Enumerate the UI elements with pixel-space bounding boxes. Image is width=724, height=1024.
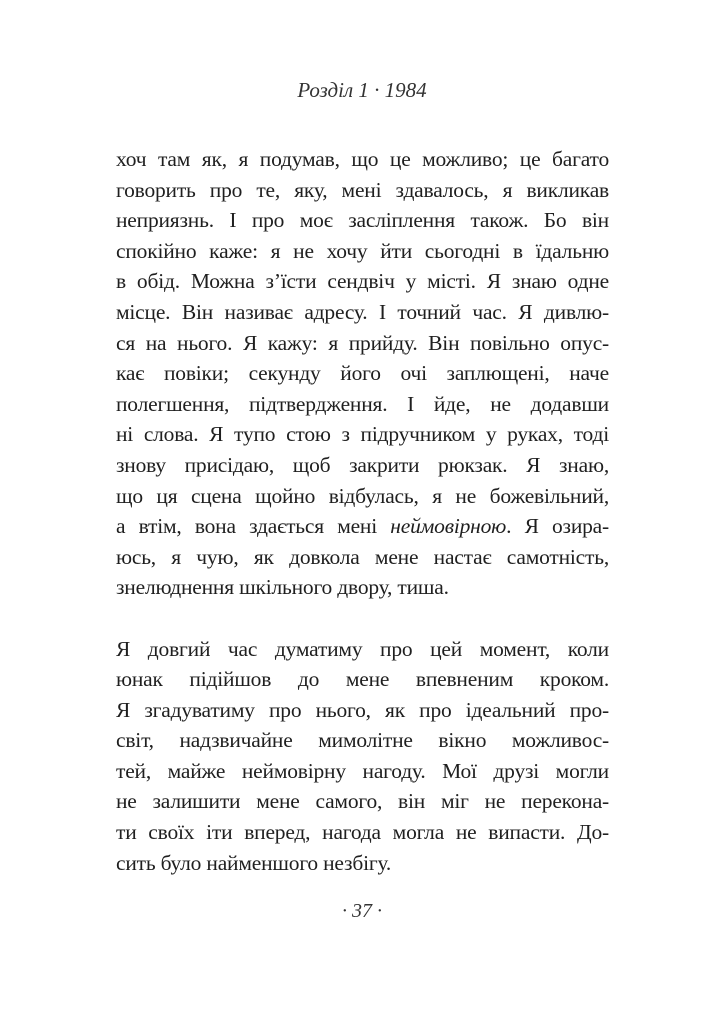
paragraph-gap bbox=[116, 603, 609, 634]
text-line bbox=[116, 725, 609, 756]
text-segment: юнак підійшов до мене впевненим кроком. bbox=[116, 667, 609, 692]
text-segment: ся на нього. Я кажу: я прийду. Він повільно опус- bbox=[116, 330, 609, 355]
text-segment: світ, надзвичайне мимолітне вікно можливос- bbox=[116, 728, 609, 753]
text-line bbox=[116, 481, 609, 512]
text-line bbox=[116, 572, 609, 603]
text-line bbox=[116, 389, 609, 420]
text-line bbox=[116, 205, 609, 236]
text-line bbox=[116, 236, 609, 267]
text-line bbox=[116, 664, 609, 695]
text-segment: ні слова. Я тупо стою з підручником у руках, тоді bbox=[116, 422, 609, 447]
text-line bbox=[116, 848, 609, 879]
text-line bbox=[116, 450, 609, 481]
text-line bbox=[116, 786, 609, 817]
text-segment: знову присідаю, щоб закрити рюкзак. Я знаю, bbox=[116, 452, 609, 477]
text-line bbox=[116, 297, 609, 328]
text-line bbox=[116, 328, 609, 359]
emphasized-text: неймовірною bbox=[390, 514, 507, 539]
text-line bbox=[116, 175, 609, 206]
paragraph bbox=[116, 144, 609, 603]
text-segment: а втім, вона здається мені bbox=[116, 514, 391, 539]
text-segment: неприязнь. І про моє засліплення також. Бо він bbox=[116, 208, 609, 233]
text-line bbox=[116, 756, 609, 787]
text-segment: тей, майже неймовірну нагоду. Мої друзі могли bbox=[116, 758, 609, 783]
paragraph bbox=[116, 634, 609, 879]
text-segment: спокійно каже: я не хочу йти сьогодні в їдальню bbox=[116, 238, 609, 263]
text-segment: кає повіки; секунду його очі заплющені, наче bbox=[116, 361, 609, 386]
text-segment: . Я озира- bbox=[506, 514, 609, 539]
text-segment: Я довгий час думатиму про цей момент, коли bbox=[116, 636, 609, 661]
text-segment: місце. Він називає адресу. І точний час. Я дивлю- bbox=[116, 299, 609, 324]
text-line bbox=[116, 542, 609, 573]
text-segment: в обід. Можна з’їсти сендвіч у місті. Я знаю одне bbox=[116, 269, 609, 294]
text-line bbox=[116, 144, 609, 175]
text-line bbox=[116, 266, 609, 297]
text-line bbox=[116, 634, 609, 665]
text-segment: ти своїх іти вперед, нагода могла не випасти. До- bbox=[116, 820, 609, 845]
text-line bbox=[116, 817, 609, 848]
text-segment: сить було найменшого незбігу. bbox=[116, 850, 392, 875]
text-segment: полегшення, підтвердження. І йде, не додавши bbox=[116, 391, 609, 416]
page-number: · 37 · bbox=[342, 900, 382, 922]
text-segment: хоч там як, я подумав, що це можливо; це багато bbox=[116, 147, 609, 171]
text-line bbox=[116, 511, 609, 542]
body-text bbox=[116, 144, 609, 878]
text-segment: юсь, я чую, як довкола мене настає самотність, bbox=[116, 544, 609, 569]
text-segment: не залишити мене самого, він міг не перекона- bbox=[116, 789, 609, 814]
text-segment: Я згадуватиму про нього, як про ідеальний про- bbox=[116, 697, 609, 722]
text-line bbox=[116, 419, 609, 450]
text-line bbox=[116, 358, 609, 389]
text-segment: знелюднення шкільного двору, тиша. bbox=[116, 575, 449, 600]
text-segment: що ця сцена щойно відбулась, я не божевільний, bbox=[116, 483, 609, 508]
text-line bbox=[116, 695, 609, 726]
text-segment: говорить про те, яку, мені здавалось, я викликав bbox=[116, 177, 609, 202]
chapter-header: Розділ 1 · 1984 bbox=[297, 78, 427, 102]
